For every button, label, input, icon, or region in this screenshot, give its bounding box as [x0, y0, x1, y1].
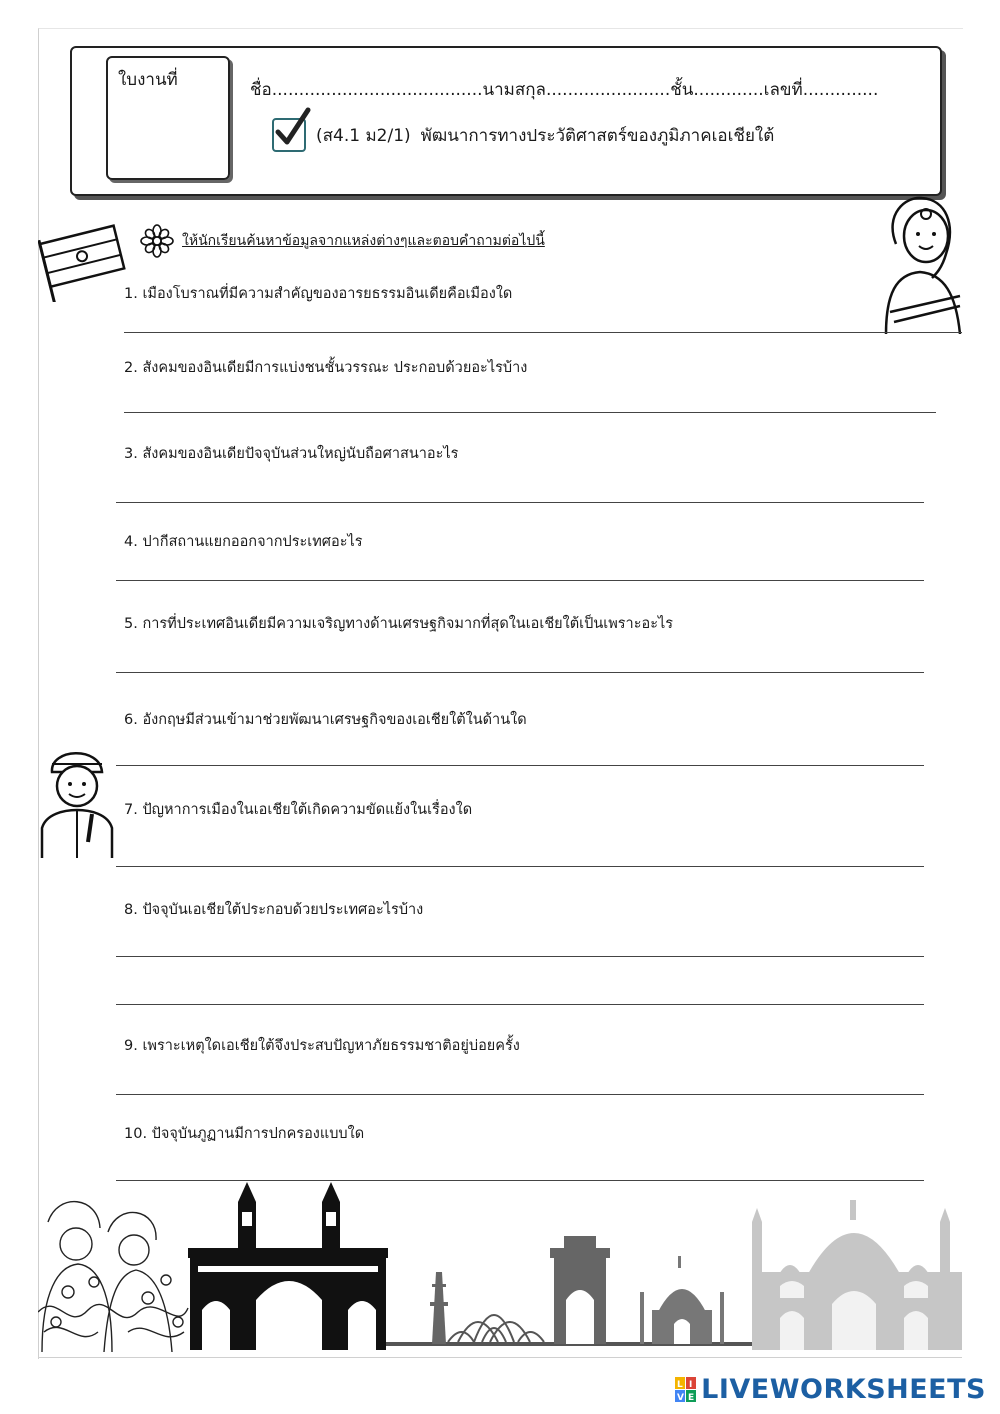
indicator-code: (ส4.1 ม2/1) — [316, 125, 411, 146]
indicator-text: พัฒนาการทางประวัติศาสตร์ของภูมิภาคเอเชียใต้ — [420, 125, 775, 146]
question-5: 5. การที่ประเทศอินเดียมีความเจริญทางด้านเศรษฐกิจมากที่สุดในเอเชียใต้เป็นเพราะอะไร — [124, 616, 674, 632]
question-7: 7. ปัญหาการเมืองในเอเชียใต้เกิดความขัดแย้งในเรื่องใด — [124, 802, 473, 818]
liveworksheets-logo-icon — [675, 1377, 697, 1403]
answer-line-6[interactable] — [116, 765, 924, 766]
india-landmarks-skyline — [38, 1182, 962, 1352]
answer-line-1[interactable] — [124, 332, 962, 333]
logo-letter-l: L — [677, 1379, 683, 1390]
logo-letter-v: V — [677, 1392, 685, 1403]
flower-icon — [140, 224, 174, 258]
logo-letter-e: E — [688, 1392, 695, 1403]
checkbox-icon — [272, 118, 306, 152]
sheet-number-label: ใบงานที่ — [118, 70, 178, 90]
question-10: 10. ปัจจุบันภูฏานมีการปกครองแบบใด — [124, 1126, 365, 1142]
student-info-line[interactable]: ชื่อ.......................................นามสกุล.......................ชั้น.............เลขที่.............. — [250, 80, 879, 100]
answer-line-8a[interactable] — [116, 956, 924, 957]
indian-man-icon — [38, 742, 116, 858]
indicator-row — [272, 118, 774, 152]
couple-illustration — [38, 1202, 188, 1352]
question-2: 2. สังคมของอินเดียมีการแบ่งชนชั้นวรรณะ ประกอบด้วยอะไรบ้าง — [124, 360, 528, 376]
instruction-row — [140, 224, 545, 258]
liveworksheets-wordmark: LIVEWORKSHEETS — [701, 1374, 986, 1405]
answer-line-3[interactable] — [116, 502, 924, 503]
answer-line-9[interactable] — [116, 1094, 924, 1095]
qutub-minar — [430, 1272, 448, 1344]
answer-line-2[interactable] — [124, 412, 936, 413]
indian-woman-icon — [876, 194, 964, 334]
lotus-temple — [448, 1315, 544, 1342]
answer-line-8b[interactable] — [116, 1004, 924, 1005]
answer-line-7[interactable] — [116, 866, 924, 867]
question-1: 1. เมืองโบราณที่มีความสำคัญของอารยธรรมอินเดียคือเมืองใด — [124, 286, 513, 302]
answer-line-10[interactable] — [116, 1180, 924, 1181]
india-flag-icon — [38, 210, 128, 302]
answer-line-4[interactable] — [116, 580, 924, 581]
answer-line-5[interactable] — [116, 672, 924, 673]
question-3: 3. สังคมของอินเดียปัจจุบันส่วนใหญ่นับถือศาสนาอะไร — [124, 446, 459, 462]
question-4: 4. ปากีสถานแยกออกจากประเทศอะไร — [124, 534, 363, 550]
question-8: 8. ปัจจุบันเอเชียใต้ประกอบด้วยประเทศอะไรบ้าง — [124, 902, 424, 918]
question-9: 9. เพราะเหตุใดเอเชียใต้จึงประสบปัญหาภัยธรรมชาติอยู่บ่อยครั้ง — [124, 1038, 520, 1054]
sheet-number-box[interactable] — [106, 56, 230, 180]
question-6: 6. อังกฤษมีส่วนเข้ามาช่วยพัฒนาเศรษฐกิจของเอเชียใต้ในด้านใด — [124, 712, 527, 728]
footer-divider — [38, 1357, 962, 1358]
instruction-text: ให้นักเรียนค้นหาข้อมูลจากแหล่งต่างๆและตอบคำถามต่อไปนี้ — [182, 233, 545, 249]
liveworksheets-logo[interactable] — [675, 1374, 986, 1405]
logo-letter-i: I — [689, 1379, 693, 1390]
